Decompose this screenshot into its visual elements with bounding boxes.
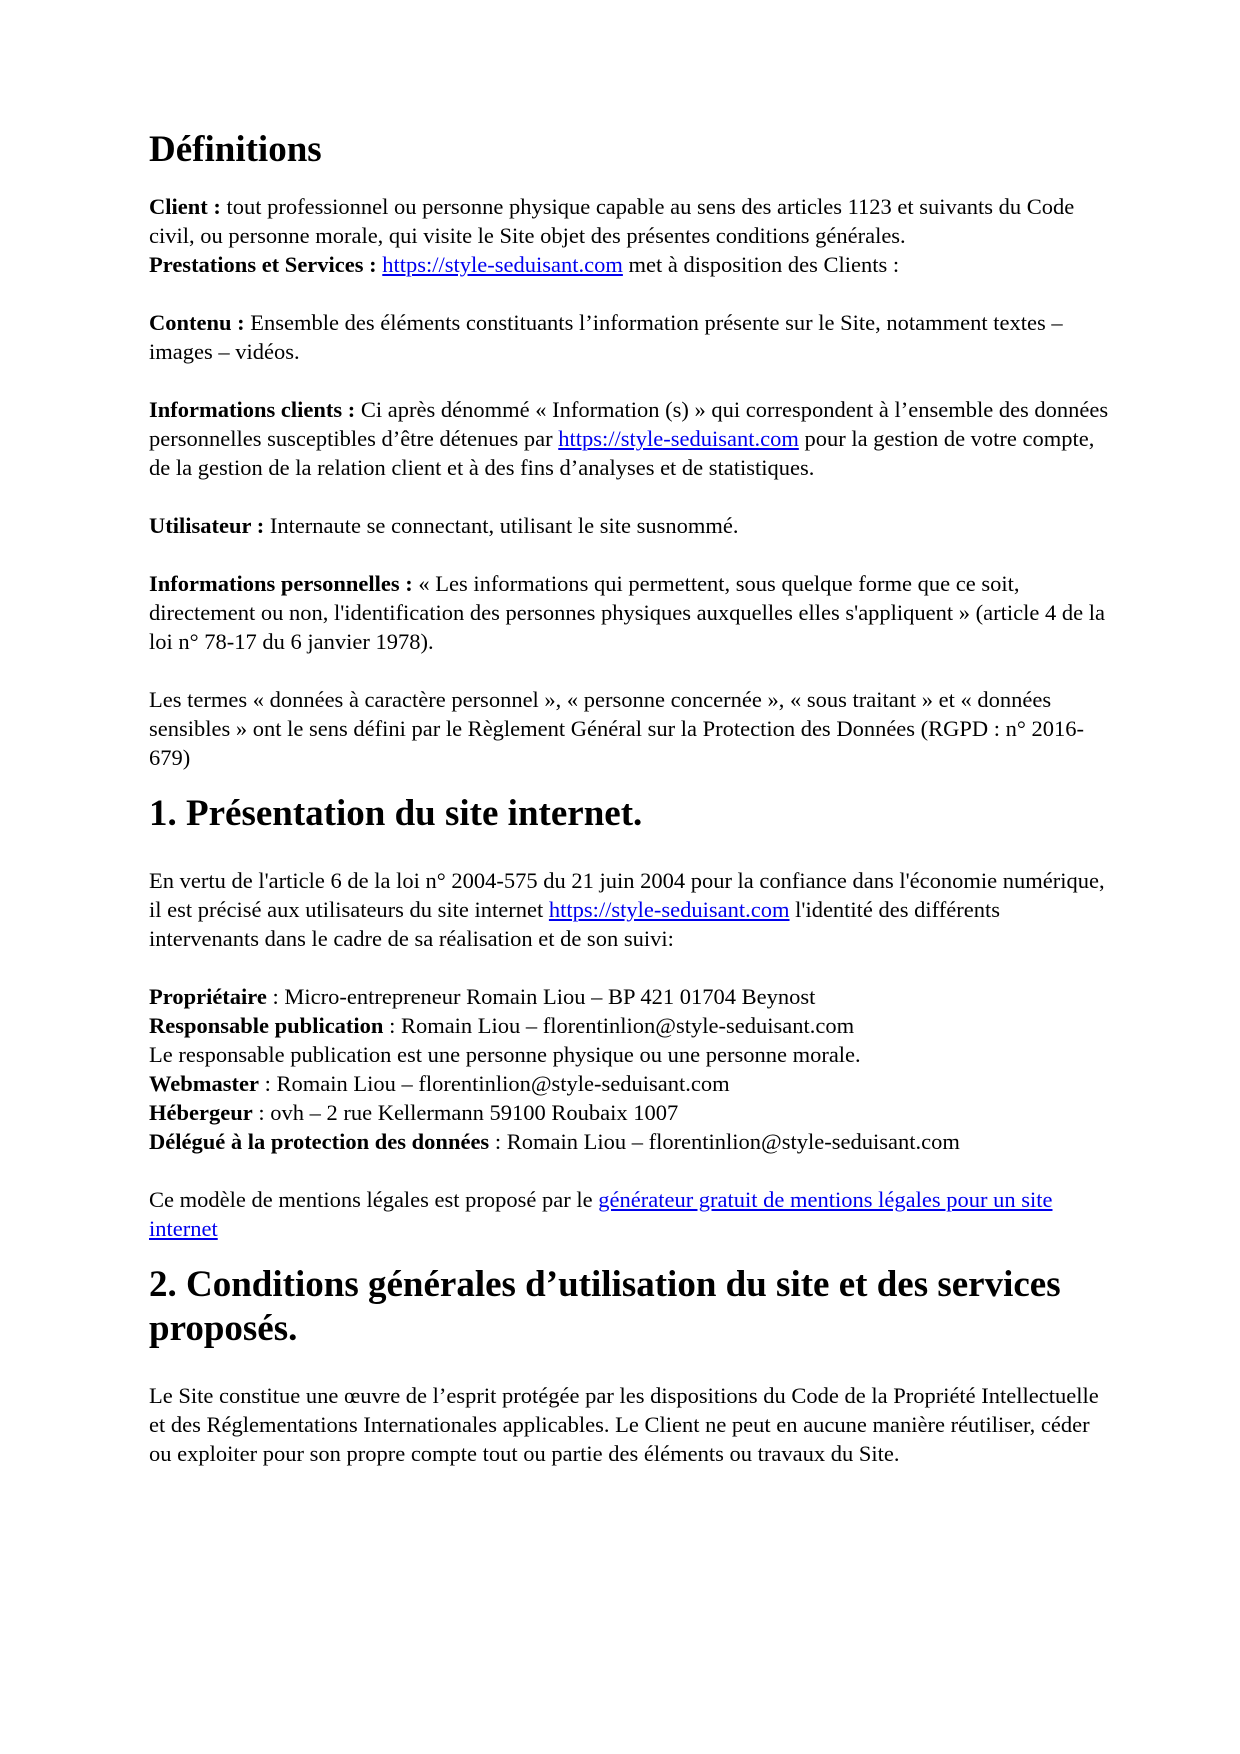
infos-perso-label: Informations personnelles : bbox=[149, 571, 413, 596]
spacer bbox=[149, 1156, 1109, 1185]
spacer bbox=[149, 953, 1109, 982]
site-link[interactable]: https://style-seduisant.com bbox=[548, 897, 790, 922]
intro-text: En vertu de l'article 6 de la loi n° 2004-575 du 21 juin 2004 pour la confiance dans l'économie numérique, il est précisé aux utilisateurs du site internet bbox=[149, 868, 1105, 922]
section-1-heading: 1. Présentation du site internet. bbox=[149, 793, 643, 834]
definition-termes: Les termes « données à caractère personnel », « personne concernée », « sous traitant » et « données sensibles » ont le sens défini par le Règlement Général sur la Protection des Données (RGPD : n° 2016-679) bbox=[149, 687, 1085, 770]
section-2-text: Le Site constitue une œuvre de l’esprit protégée par les dispositions du Code de la Propriété Intellectuelle et des Réglementations Internationales applicables. Le Client ne peut en aucune manière réutiliser, céder ou exploiter pour son propre compte tout ou partie des éléments ou travaux du Site. bbox=[149, 1383, 1099, 1466]
responsable-value: : Romain Liou – florentinlion@style-seduisant.com bbox=[383, 1013, 855, 1038]
definitions-heading: Définitions bbox=[149, 129, 322, 170]
proprietaire-label: Propriétaire bbox=[149, 984, 267, 1009]
site-link[interactable]: https://style-seduisant.com bbox=[382, 252, 623, 277]
definition-informations-personnelles bbox=[149, 569, 1109, 656]
infos-clients-text: Ci après dénommé « Information (s) » qui correspondent à l’ensemble des données personnelles susceptibles d’être détenues par bbox=[149, 397, 1109, 451]
responsable-note: Le responsable publication est une personne physique ou une personne morale. bbox=[149, 1042, 861, 1067]
client-label: Client : bbox=[149, 194, 221, 219]
generator-link[interactable]: générateur gratuit de mentions légales pour un site internet bbox=[149, 1187, 1053, 1241]
prestations-text: met à disposition des Clients : bbox=[622, 252, 900, 277]
utilisateur-text: Internaute se connectant, utilisant le site susnommé. bbox=[264, 513, 739, 538]
modele-text: Ce modèle de mentions légales est proposé par le bbox=[149, 1187, 599, 1212]
infos-clients-label: Informations clients : bbox=[149, 397, 356, 422]
section-2-heading: 2. Conditions générales d’utilisation du site et des services proposés. bbox=[149, 1264, 1061, 1349]
webmaster-value: : Romain Liou – florentinlion@style-seduisant.com bbox=[258, 1071, 730, 1096]
definition-client bbox=[149, 192, 1109, 250]
responsable-line bbox=[149, 1011, 1109, 1040]
definition-utilisateur bbox=[149, 511, 1109, 540]
hebergeur-line bbox=[149, 1098, 1109, 1127]
site-link[interactable]: https://style-seduisant.com bbox=[558, 426, 799, 451]
contenu-label: Contenu : bbox=[149, 310, 245, 335]
intro-text-end: l'identité des différents intervenants dans le cadre de sa réalisation et de son suivi: bbox=[149, 897, 1000, 951]
responsable-label: Responsable publication bbox=[149, 1013, 384, 1038]
definition-informations-clients bbox=[149, 395, 1109, 482]
document-page bbox=[149, 128, 1109, 1468]
prestations-label: Prestations et Services : bbox=[149, 252, 377, 277]
contenu-text: Ensemble des éléments constituants l’information présente sur le Site, notamment textes – images – vidéos. bbox=[149, 310, 1063, 364]
modele-line bbox=[149, 1185, 1109, 1243]
spacer bbox=[149, 279, 1109, 308]
proprietaire-line bbox=[149, 982, 1109, 1011]
proprietaire-value: : Micro-entrepreneur Romain Liou – BP 421 01704 Beynost bbox=[266, 984, 816, 1009]
delegue-label: Délégué à la protection des données bbox=[149, 1129, 490, 1154]
webmaster-label: Webmaster bbox=[149, 1071, 259, 1096]
spacer bbox=[149, 540, 1109, 569]
delegue-value: : Romain Liou – florentinlion@style-seduisant.com bbox=[489, 1129, 960, 1154]
hebergeur-value: : ovh – 2 rue Kellermann 59100 Roubaix 1007 bbox=[252, 1100, 679, 1125]
definition-prestations bbox=[149, 250, 1109, 279]
utilisateur-label: Utilisateur : bbox=[149, 513, 265, 538]
section-1-intro bbox=[149, 866, 1109, 953]
definition-contenu bbox=[149, 308, 1109, 366]
hebergeur-label: Hébergeur bbox=[149, 1100, 253, 1125]
spacer bbox=[149, 366, 1109, 395]
spacer bbox=[149, 656, 1109, 685]
infos-perso-text: « Les informations qui permettent, sous quelque forme que ce soit, directement ou non, l'identification des personnes physiques auxquelles elles s'appliquent » (article 4 de la loi n° 78-17 du 6 janvier 1978). bbox=[149, 571, 1105, 654]
client-text: tout professionnel ou personne physique capable au sens des articles 1123 et suivants du Code civil, ou personne morale, qui visite le Site objet des présentes conditions générales. bbox=[149, 194, 1075, 248]
infos-clients-text-end: pour la gestion de votre compte, de la gestion de la relation client et à des fins d’analyses et de statistiques. bbox=[149, 426, 1095, 480]
delegue-line bbox=[149, 1127, 1109, 1156]
webmaster-line bbox=[149, 1069, 1109, 1098]
spacer bbox=[149, 482, 1109, 511]
